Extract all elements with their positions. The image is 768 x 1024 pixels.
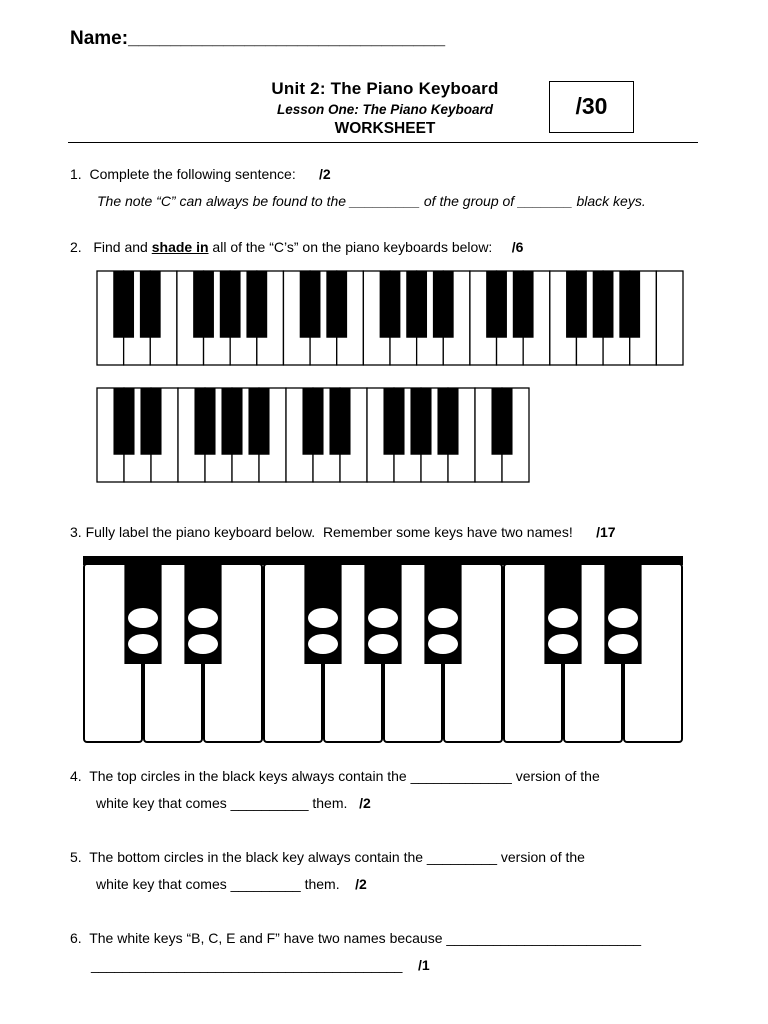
black-key [140, 388, 161, 455]
q4-line1: The top circles in the black keys always contain the _____________ version of the [89, 768, 600, 784]
q4-line2-row [96, 795, 371, 811]
question-2 [70, 239, 523, 255]
question-3 [70, 524, 616, 540]
black-key [486, 271, 507, 338]
q2-text-after: all of the “C’s” on the piano keyboards below: [208, 239, 493, 255]
question-6 [70, 930, 641, 946]
question-4 [70, 768, 600, 784]
label-circle-top [368, 608, 398, 628]
black-key [329, 388, 350, 455]
q1-points: /2 [319, 166, 331, 182]
worksheet-title: WORKSHEET [334, 120, 436, 137]
label-circle-top [548, 608, 578, 628]
q3-points: /17 [596, 524, 616, 540]
q3-prompt: Fully label the piano keyboard below. Remember some keys have two names! [85, 524, 573, 540]
name-field-label: Name:______________________________ [70, 28, 446, 49]
q1-sentence: The note “C” can always be found to the _________ of the group of _______ black keys. [97, 193, 646, 209]
piano-keyboard-2 [97, 388, 529, 482]
label-circle-bottom [548, 634, 578, 654]
q6-line2-row [91, 957, 430, 973]
label-circle-top [308, 608, 338, 628]
black-key [302, 388, 323, 455]
label-circle-bottom [368, 634, 398, 654]
label-circle-top [428, 608, 458, 628]
header-divider [68, 142, 698, 143]
black-key [406, 271, 427, 338]
q3-number: 3. [70, 524, 82, 540]
black-key [380, 271, 401, 338]
label-circle-bottom [308, 634, 338, 654]
q6-points: /1 [418, 957, 430, 973]
total-score-box: /30 [549, 81, 634, 133]
black-key [433, 271, 454, 338]
label-circle-bottom [188, 634, 218, 654]
label-circle-top [188, 608, 218, 628]
q6-line2: ________________________________________ [91, 957, 403, 973]
lesson-title: Lesson One: The Piano Keyboard [276, 102, 494, 117]
q4-line2: white key that comes __________ them. [96, 795, 348, 811]
label-circle-top [608, 608, 638, 628]
black-key [193, 271, 214, 338]
black-key [593, 271, 614, 338]
q4-points: /2 [359, 795, 371, 811]
q1-prompt: Complete the following sentence: [89, 166, 296, 182]
q5-number: 5. [70, 849, 82, 865]
q2-emphasis: shade in [151, 239, 209, 255]
black-key [113, 388, 134, 455]
q5-line1: The bottom circles in the black key always contain the _________ version of the [89, 849, 585, 865]
black-key [140, 271, 161, 338]
q6-number: 6. [70, 930, 82, 946]
black-key [491, 388, 512, 455]
q2-number: 2. [70, 239, 82, 255]
black-key [437, 388, 458, 455]
q1-number: 1. [70, 166, 82, 182]
question-1 [70, 166, 331, 182]
black-key [410, 388, 431, 455]
label-circle-bottom [608, 634, 638, 654]
white-key [656, 271, 683, 365]
black-key [513, 271, 534, 338]
label-circle-top [128, 608, 158, 628]
q5-line2-row [96, 876, 367, 892]
black-key [221, 388, 242, 455]
black-key [300, 271, 321, 338]
q5-points: /2 [355, 876, 367, 892]
black-key [383, 388, 404, 455]
black-key [194, 388, 215, 455]
question-5 [70, 849, 585, 865]
label-circle-bottom [128, 634, 158, 654]
black-key [246, 271, 267, 338]
piano-keyboard-1 [97, 271, 683, 365]
black-key [326, 271, 347, 338]
black-key [619, 271, 640, 338]
black-key [248, 388, 269, 455]
unit-title: Unit 2: The Piano Keyboard [271, 79, 499, 98]
q6-line1: The white keys “B, C, E and F” have two names because _________________________ [89, 930, 642, 946]
q5-line2: white key that comes _________ them. [96, 876, 340, 892]
label-circle-bottom [428, 634, 458, 654]
black-key [113, 271, 134, 338]
black-key [566, 271, 587, 338]
q2-text-before: Find and [93, 239, 152, 255]
q2-points: /6 [511, 239, 524, 255]
black-key [220, 271, 241, 338]
piano-keyboard-labeling [83, 556, 683, 744]
q4-number: 4. [70, 768, 82, 784]
